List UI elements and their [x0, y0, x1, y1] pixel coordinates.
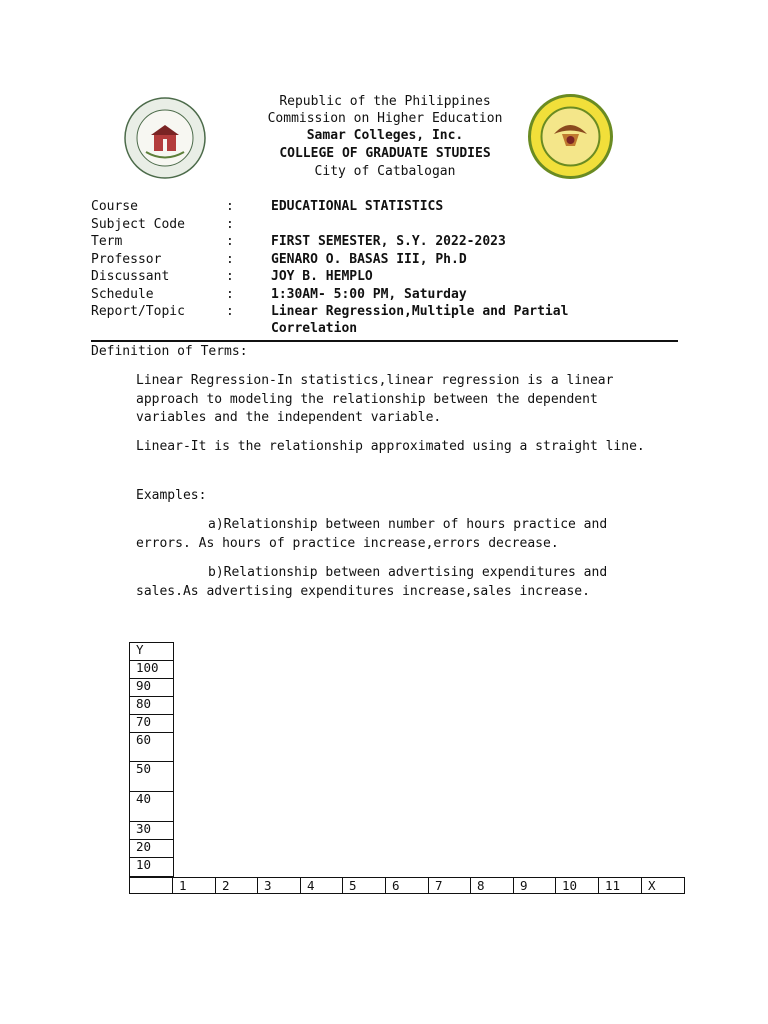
y-axis-tick: 60	[130, 733, 173, 762]
x-axis-tick: 1	[173, 878, 216, 893]
info-value: GENARO O. BASAS III, Ph.D	[271, 252, 467, 267]
graduate-seal-icon	[528, 94, 613, 179]
x-axis-row	[129, 877, 685, 894]
x-axis-tick: 3	[258, 878, 301, 893]
x-axis-tick: 10	[556, 878, 599, 893]
header-commission: Commission on Higher Education	[267, 111, 503, 126]
y-axis-tick: 90	[130, 679, 173, 697]
example-a-line2: errors. As hours of practice increase,errors decrease.	[136, 536, 559, 551]
y-axis-tick: 80	[130, 697, 173, 715]
info-value: EDUCATIONAL STATISTICS	[271, 199, 444, 214]
x-axis-corner	[130, 878, 173, 893]
info-colon: :	[226, 217, 234, 232]
info-value: FIRST SEMESTER, S.Y. 2022-2023	[271, 234, 506, 249]
x-axis-tick: 4	[301, 878, 343, 893]
examples-heading: Examples:	[136, 488, 207, 503]
y-axis-tick: 50	[130, 762, 173, 792]
definition-heading: Definition of Terms:	[91, 344, 248, 359]
info-value: JOY B. HEMPLO	[271, 269, 373, 284]
info-colon: :	[226, 287, 234, 302]
x-axis-tick: 8	[471, 878, 514, 893]
example-b-line1: b)Relationship between advertising expenditures and	[208, 565, 608, 580]
info-colon: :	[226, 252, 234, 267]
paragraph-linear-regression: Linear Regression-In statistics,linear regression is a linear approach to modeling the relationship between the dependent variables and the independent variable.	[136, 373, 614, 426]
info-colon: :	[226, 234, 234, 249]
y-axis-tick: 70	[130, 715, 173, 733]
header-city: City of Catbalogan	[314, 164, 456, 179]
info-label: Subject Code	[91, 217, 185, 232]
header-samar-colleges: Samar Colleges, Inc.	[306, 128, 464, 143]
info-label: Professor	[91, 252, 162, 267]
info-label: Schedule	[91, 287, 154, 302]
x-axis-tick: 9	[514, 878, 556, 893]
y-axis-column	[129, 642, 174, 877]
header-divider	[91, 340, 678, 342]
x-axis-tick: 5	[343, 878, 386, 893]
info-label: Course	[91, 199, 138, 214]
seal-icon	[124, 97, 206, 179]
info-label: Report/Topic	[91, 304, 185, 319]
y-axis-tick: 40	[130, 792, 173, 822]
info-label: Discussant	[91, 269, 170, 284]
graduate-studies-logo-right	[528, 94, 613, 179]
info-colon: :	[226, 269, 234, 284]
info-value: Linear Regression,Multiple and Partial	[271, 304, 569, 319]
y-axis-tick: 20	[130, 840, 173, 858]
x-axis-label: X	[648, 878, 656, 893]
info-value-continued: Correlation	[271, 321, 358, 336]
example-b-line2: sales.As advertising expenditures increase,sales increase.	[136, 584, 590, 599]
y-axis-label: Y	[130, 643, 173, 661]
x-axis-tick: 2	[216, 878, 258, 893]
x-axis-tick: 11	[599, 878, 642, 893]
header-republic: Republic of the Philippines	[279, 94, 491, 109]
info-label: Term	[91, 234, 123, 249]
x-axis-tick: 7	[429, 878, 471, 893]
y-axis-tick: 10	[136, 857, 152, 872]
example-a-line1: a)Relationship between number of hours practice and	[208, 517, 608, 532]
y-axis-tick: 100	[130, 661, 173, 679]
x-axis-tick: 6	[386, 878, 429, 893]
y-axis-tick: 30	[130, 822, 173, 840]
samar-college-logo-left	[124, 97, 206, 179]
header-college-graduate-studies: COLLEGE OF GRADUATE STUDIES	[279, 146, 491, 161]
paragraph-linear: Linear-It is the relationship approximated using a straight line.	[136, 439, 645, 454]
info-colon: :	[226, 304, 234, 319]
info-colon: :	[226, 199, 234, 214]
info-value: 1:30AM- 5:00 PM, Saturday	[271, 287, 467, 302]
